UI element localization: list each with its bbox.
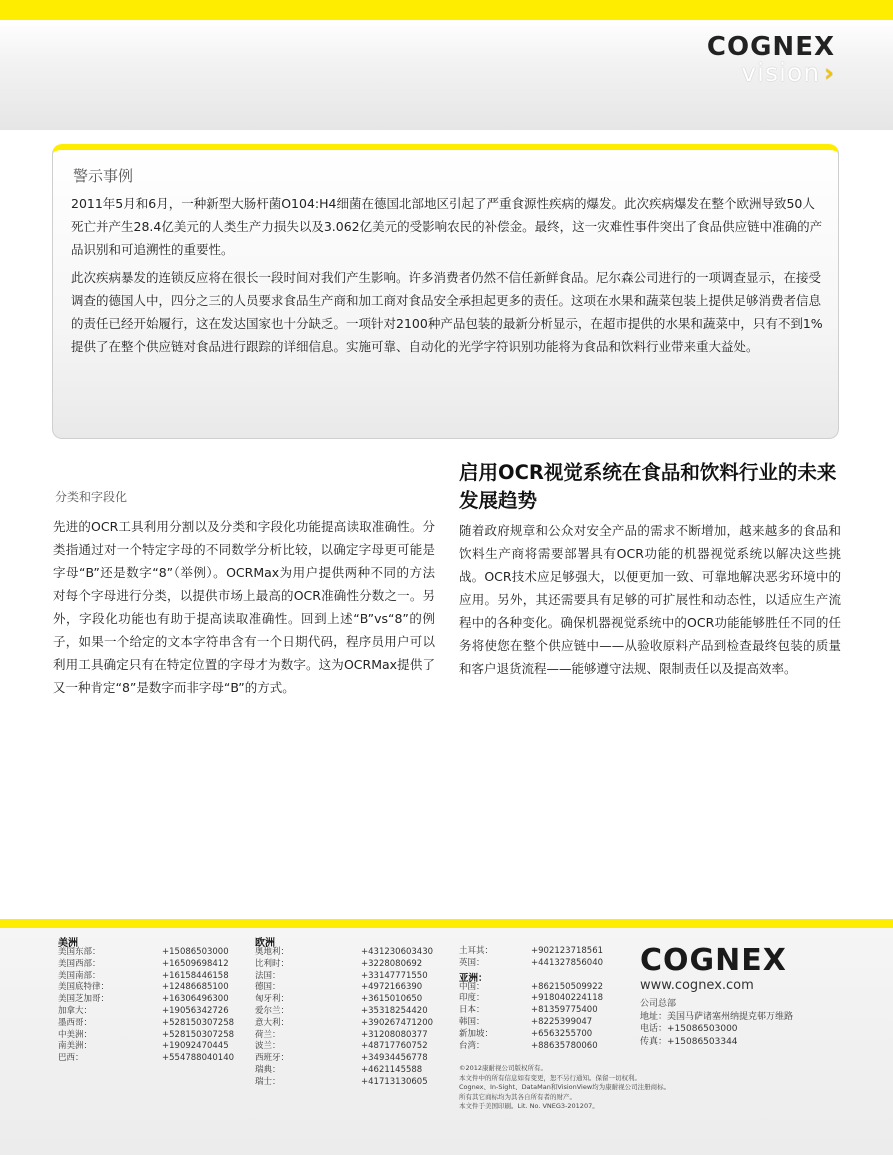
contact-row bbox=[255, 1065, 445, 1077]
right-body-text: 随着政府规章和公众对安全产品的需求不断增加，越来越多的食品和饮料生产商将需要部署具有OCR功能的机器视觉系统以解决这些挑战。OCR技术应足够强大，以便更加一致、可靠地解决恶劣环境中的应用。另外，其还需要具有足够的可扩展性和动态性，以适应生产流程中的各种变化。确保机器视觉系统中的OCR功能能够胜任不同的任务将使您在整个供应链中——从验收原料产品到检查最终包装的质量和客户退货流程——能够遵守法规、限制责任以及提高效率。 bbox=[459, 523, 841, 676]
contact-phone: +81359775400 bbox=[531, 1005, 598, 1016]
legal-line: 本文件于美国印刷。Lit. No. VNEG3-201207。 bbox=[459, 1102, 599, 1110]
contact-region: 加拿大： bbox=[58, 1005, 93, 1016]
contact-phone: +528150307258 bbox=[162, 1017, 235, 1028]
contact-row bbox=[58, 1041, 248, 1053]
contact-phone: +431230603430 bbox=[361, 947, 434, 957]
contact-phone: +16509698412 bbox=[162, 958, 229, 969]
contact-region: 台湾： bbox=[459, 1040, 485, 1051]
contact-phone: +6563255700 bbox=[531, 1028, 593, 1039]
contact-phone: +554788040140 bbox=[162, 1053, 235, 1064]
contact-phone: +3615010650 bbox=[361, 994, 423, 1005]
contact-region: 美国东部： bbox=[58, 947, 101, 957]
contact-row bbox=[58, 959, 248, 971]
legal-notice bbox=[459, 1064, 670, 1112]
contact-region: 奥地利： bbox=[255, 947, 290, 957]
contact-row bbox=[459, 1017, 609, 1029]
contact-region: 日本： bbox=[459, 1005, 485, 1016]
contact-region: 爱尔兰： bbox=[255, 1005, 290, 1016]
contact-phone: +31208080377 bbox=[361, 1029, 428, 1040]
top-yellow-bar bbox=[0, 0, 893, 20]
region-title-asia: 亚洲： bbox=[459, 972, 488, 984]
contact-row bbox=[459, 993, 609, 1005]
contact-region: 美国芝加哥： bbox=[58, 994, 110, 1005]
contact-row bbox=[58, 1030, 248, 1042]
website-link[interactable]: www.cognex.com bbox=[640, 978, 754, 993]
contact-row bbox=[58, 947, 248, 959]
contact-phone: +16306496300 bbox=[162, 994, 229, 1005]
contact-region: 波兰： bbox=[255, 1041, 281, 1052]
contact-row bbox=[255, 1041, 445, 1053]
box-paragraph-2: 此次疾病暴发的连锁反应将在很长一段时间对我们产生影响。许多消费者仍然不信任新鲜食品。尼尔森公司进行的一项调查显示，在接受调查的德国人中，四分之三的人员要求食品生产商和加工商对食品安全承担起更多的责任。这项在水果和蔬菜包装上提供足够消费者信息的责任已经开始履行，这在发达国家也十分缺乏。一项针对2100种产品包装的最新分析显示，在超市提供的水果和蔬菜中，只有不到1%提供了在整个供应链对食品进行跟踪的详细信息。实施可靠、自动化的光学字符识别功能将为食品和饮料行业带来重大益处。 bbox=[71, 270, 823, 354]
contact-region: 瑞士： bbox=[255, 1076, 281, 1087]
contact-region: 墨西哥： bbox=[58, 1017, 93, 1028]
contact-row bbox=[459, 1041, 609, 1053]
contact-region: 英国： bbox=[459, 957, 485, 968]
contact-phone: +19092470445 bbox=[162, 1041, 229, 1052]
contacts-americas bbox=[58, 934, 248, 1065]
article-title: 启用OCR视觉系统在食品和饮料行业的未来发展趋势 bbox=[459, 461, 837, 512]
contact-row bbox=[58, 1006, 248, 1018]
contact-phone: +35318254420 bbox=[361, 1005, 428, 1016]
contact-row bbox=[255, 1006, 445, 1018]
contact-region: 南美洲： bbox=[58, 1041, 93, 1052]
contact-phone: +19056342726 bbox=[162, 1005, 229, 1016]
contact-row bbox=[58, 971, 248, 983]
contact-region: 美国南部： bbox=[58, 970, 101, 981]
contact-phone: +862150509922 bbox=[531, 981, 604, 992]
contact-region: 中国： bbox=[459, 981, 485, 992]
contact-row bbox=[459, 1029, 609, 1041]
legal-line: 所有其它商标均为其各自所有者的财产。 bbox=[459, 1092, 576, 1101]
contact-phone: +918040224118 bbox=[531, 993, 604, 1004]
contact-row bbox=[58, 994, 248, 1006]
contact-row bbox=[58, 1018, 248, 1030]
legal-line: ©2012康耐视公司版权所有。 bbox=[459, 1064, 548, 1072]
hq-address: 地址：美国马萨诸塞州纳提克邨万维路 bbox=[640, 1011, 794, 1022]
legal-line: 本文件中的所有信息如有变更，恕不另行通知。保留一切权利。 bbox=[459, 1073, 641, 1082]
contact-row bbox=[459, 958, 609, 970]
contact-row bbox=[255, 982, 445, 994]
contact-phone: +33147771550 bbox=[361, 970, 428, 981]
cognex-vision-logo bbox=[707, 34, 835, 86]
contact-region: 美国西部： bbox=[58, 958, 101, 969]
contact-region: 瑞典： bbox=[255, 1064, 281, 1075]
contact-row bbox=[255, 994, 445, 1006]
contact-row bbox=[459, 1005, 609, 1017]
contact-region: 美国底特律： bbox=[58, 982, 110, 993]
contact-phone: +8225399047 bbox=[531, 1016, 593, 1027]
contact-region: 土耳其： bbox=[459, 946, 494, 956]
contact-phone: +390267471200 bbox=[361, 1017, 434, 1028]
section-heading-classification: 分类和字段化 bbox=[55, 490, 128, 504]
logo-sub-text: vision bbox=[741, 58, 821, 87]
hq-fax: 传真：+15086503344 bbox=[640, 1036, 738, 1047]
contact-region: 比利时： bbox=[255, 958, 290, 969]
contact-region: 德国： bbox=[255, 982, 281, 993]
logo-sub bbox=[707, 60, 835, 86]
contact-phone: +34934456778 bbox=[361, 1053, 428, 1064]
contact-phone: +12486685100 bbox=[162, 982, 229, 993]
contact-region: 韩国： bbox=[459, 1016, 485, 1027]
contact-phone: +441327856040 bbox=[531, 957, 604, 968]
contact-row bbox=[255, 1018, 445, 1030]
contact-row bbox=[58, 982, 248, 994]
contact-region: 新加坡： bbox=[459, 1028, 494, 1039]
contact-region: 法国： bbox=[255, 970, 281, 981]
legal-line: Cognex、In-Sight、DataMan和VisionView均为康耐视公司注册商标。 bbox=[459, 1083, 671, 1091]
contact-phone: +4621145588 bbox=[361, 1064, 423, 1075]
region-title: 欧洲 bbox=[255, 938, 275, 949]
contact-row bbox=[255, 959, 445, 971]
contact-row bbox=[255, 947, 445, 959]
hq-phone: 电话：+15086503000 bbox=[640, 1024, 738, 1034]
contact-row bbox=[255, 971, 445, 983]
hq-title: 公司总部 bbox=[640, 999, 677, 1009]
contact-row bbox=[255, 1030, 445, 1042]
contact-region: 匈牙利： bbox=[255, 994, 290, 1005]
box-paragraph-1: 2011年5月和6月，一种新型大肠杆菌O104:H4细菌在德国北部地区引起了严重食源性疾病的爆发。此次疾病爆发在整个欧洲导致50人死亡并产生28.4亿美元的人类生产力损失以及3.062亿美元的受影响农民的补偿金。最终，这一灾难性事件突出了食品供应链中准确的产品识别和可追溯性的重要性。 bbox=[71, 196, 823, 257]
footer-yellow-bar bbox=[0, 919, 893, 928]
cognex-logo: COGNEX bbox=[640, 943, 787, 978]
contact-row bbox=[459, 982, 609, 994]
contacts-europe bbox=[255, 934, 445, 1089]
contacts-other bbox=[459, 946, 609, 1052]
headquarters-info bbox=[640, 998, 793, 1048]
contact-phone: +3228080692 bbox=[361, 958, 423, 969]
contact-region: 印度： bbox=[459, 993, 485, 1004]
contact-phone: +4972166390 bbox=[361, 982, 423, 993]
box-title: 警示事例 bbox=[73, 167, 134, 185]
contact-phone: +902123718561 bbox=[531, 946, 604, 956]
contact-region: 巴西： bbox=[58, 1053, 84, 1064]
contact-region: 西班牙： bbox=[255, 1053, 290, 1064]
contact-region: 中美洲： bbox=[58, 1029, 93, 1040]
contact-row bbox=[58, 1053, 248, 1065]
contact-phone: +41713130605 bbox=[361, 1076, 428, 1087]
warning-case-box bbox=[52, 144, 839, 439]
region-title: 美洲 bbox=[58, 938, 78, 949]
contact-region: 意大利： bbox=[255, 1017, 290, 1028]
contact-phone: +16158446158 bbox=[162, 970, 229, 981]
contact-phone: +88635780060 bbox=[531, 1040, 598, 1051]
contact-phone: +48717760752 bbox=[361, 1041, 428, 1052]
contact-row bbox=[255, 1053, 445, 1065]
logo-brand: COGNEX bbox=[706, 32, 835, 62]
contact-row bbox=[459, 946, 609, 958]
contact-region: 荷兰： bbox=[255, 1029, 281, 1040]
contact-phone: +528150307258 bbox=[162, 1029, 235, 1040]
chevron-right-icon: › bbox=[824, 59, 835, 87]
contact-row bbox=[255, 1077, 445, 1089]
left-body-text: 先进的OCR工具利用分割以及分类和字段化功能提高读取准确性。分类指通过对一个特定字母的不同数学分析比较，以确定字母更可能是字母“B”还是数字“8”（举例）。OCRMax为用户提供两种不同的方法对每个字母进行分类，以提供市场上最高的OCR准确性分数之一。另外，字段化功能也有助于提高读取准确性。回到上述“B”vs“8”的例子，如果一个给定的文本字符串含有一个日期代码，程序员用户可以利用工具确定只有在特定位置的字母才为数字。这为OCRMax提供了又一种肯定“8”是数字而非字母“B”的方式。 bbox=[53, 519, 435, 695]
contact-phone: +15086503000 bbox=[162, 947, 229, 957]
